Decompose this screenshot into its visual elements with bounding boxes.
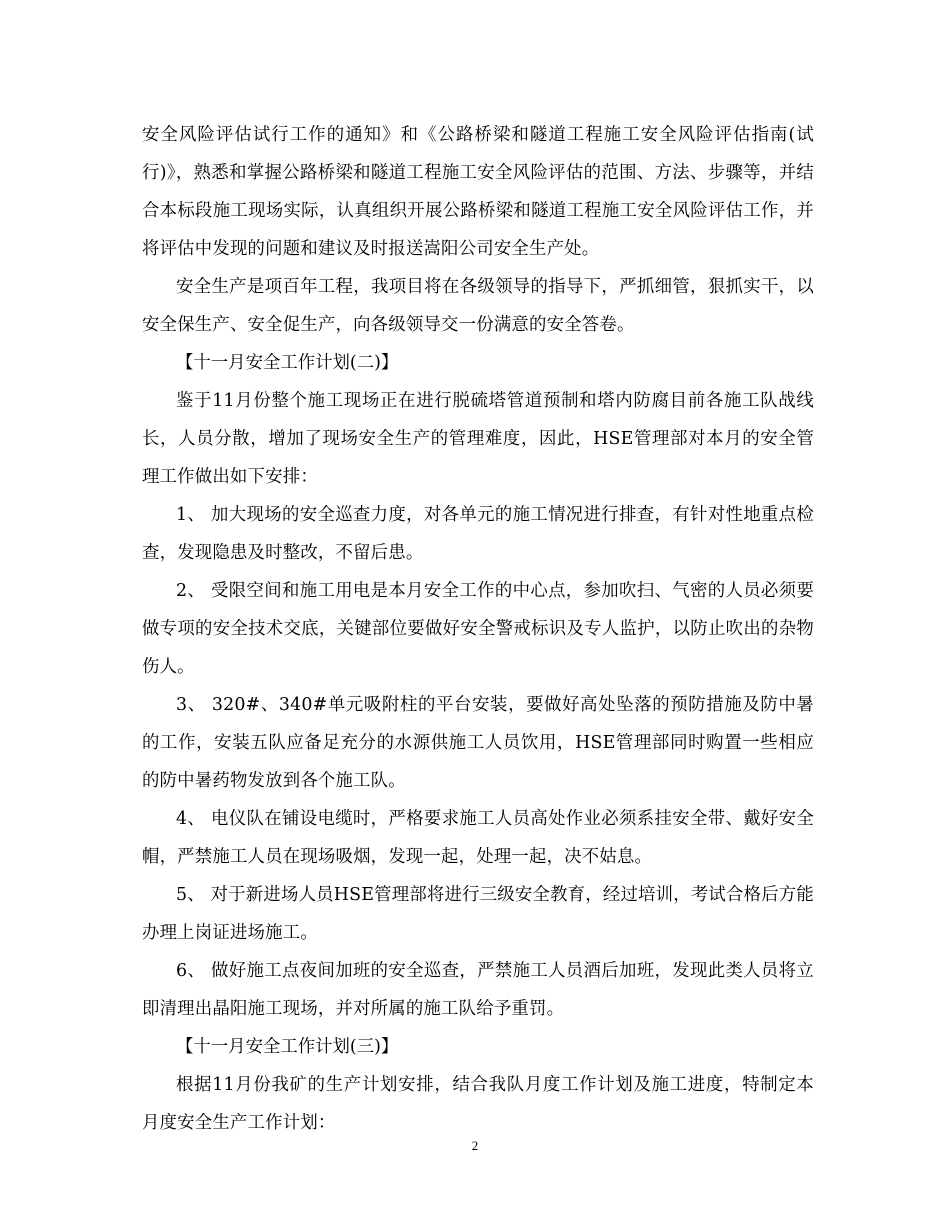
paragraph-november-overview: 鉴于11月份整个施工现场正在进行脱硫塔管道预制和塔内防腐目前各施工队战线长，人员分散，增加了现场安全生产的管理难度，因此，HSE管理部对本月的安全管理工作做出如下安排：	[142, 391, 814, 487]
list-item-3: 3、 320#、340#单元吸附柱的平台安装，要做好高处坠落的预防措施及防中暑的工作，安装五队应备足充分的水源供施工人员饮用，HSE管理部同时购置一些相应的防中暑药物发放到各个施工队。	[142, 695, 814, 791]
page-number: 2	[471, 1138, 479, 1153]
list-item-5: 5、 对于新进场人员HSE管理部将进行三级安全教育，经过培训，考试合格后方能办理上岗证进场施工。	[142, 885, 814, 943]
list-item-6: 6、 做好施工点夜间加班的安全巡查，严禁施工人员酒后加班，发现此类人员将立即清理出晶阳施工现场，并对所属的施工队给予重罚。	[142, 961, 814, 1019]
paragraph-safety-production: 安全生产是项百年工程，我项目将在各级领导的指导下，严抓细管，狠抓实干，以安全保生产、安全促生产，向各级领导交一份满意的安全答卷。	[142, 277, 814, 335]
list-item-4: 4、 电仪队在铺设电缆时，严格要求施工人员高处作业必须系挂安全带、戴好安全帽，严禁施工人员在现场吸烟，发现一起，处理一起，决不姑息。	[142, 809, 814, 867]
list-item-1: 1、 加大现场的安全巡查力度，对各单元的施工情况进行排查，有针对性地重点检查，发现隐患及时整改，不留后患。	[142, 505, 814, 563]
paragraph-risk-assessment: 安全风险评估试行工作的通知》和《公路桥梁和隧道工程施工安全风险评估指南(试行)》，熟悉和掌握公路桥梁和隧道工程施工安全风险评估的范围、方法、步骤等，并结合本标段施工现场实际，认真组织开展公路桥梁和隧道工程施工安全风险评估工作，并将评估中发现的问题和建议及时报送嵩阳公司安全生产处。	[142, 125, 814, 259]
section-heading-plan-2: 【十一月安全工作计划(二)】	[176, 353, 399, 373]
section-heading-plan-3: 【十一月安全工作计划(三)】	[176, 1037, 399, 1057]
list-item-2: 2、 受限空间和施工用电是本月安全工作的中心点，参加吹扫、气密的人员必须要做专项的安全技术交底，关键部位要做好安全警戒标识及专人监护，以防止吹出的杂物伤人。	[142, 581, 814, 677]
document-body	[142, 116, 814, 1142]
paragraph-monthly-plan: 根据11月份我矿的生产计划安排，结合我队月度工作计划及施工进度，特制定本月度安全生产工作计划：	[142, 1075, 814, 1133]
